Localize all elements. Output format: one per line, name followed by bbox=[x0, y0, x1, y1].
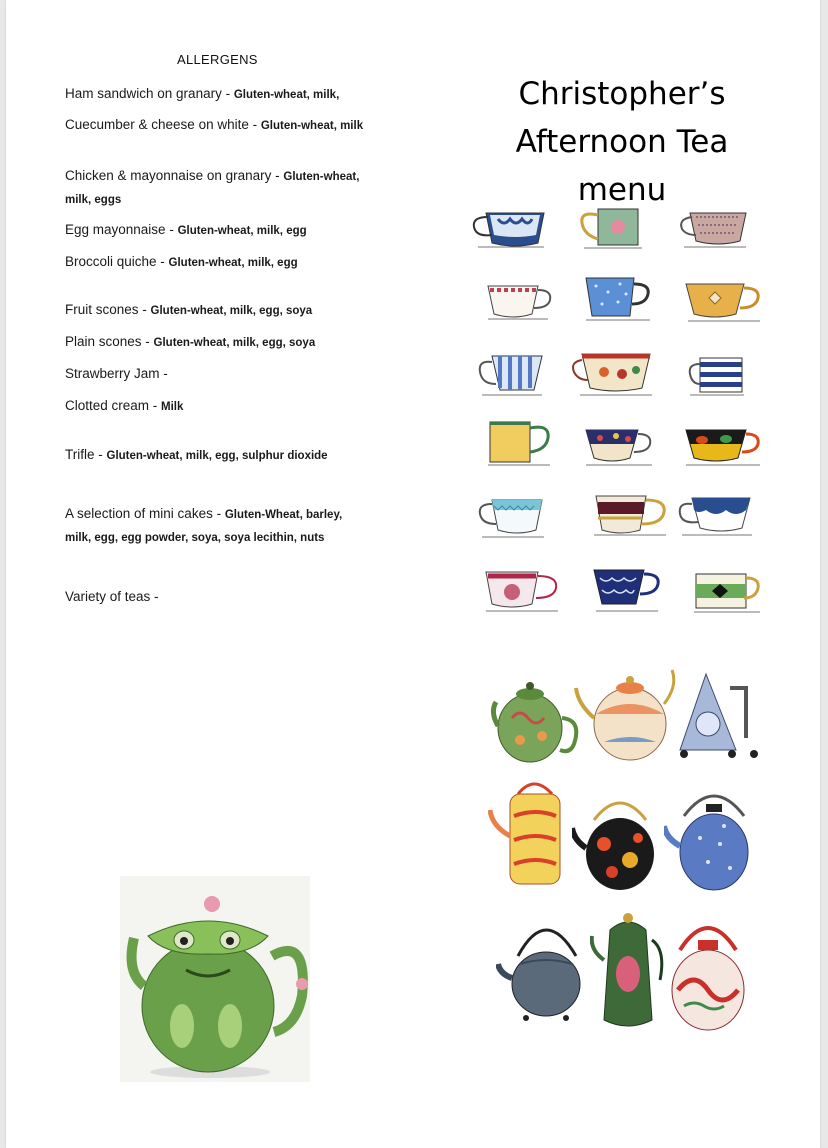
menu-item-cucumber-cheese bbox=[65, 114, 370, 137]
teapot-icon bbox=[664, 782, 754, 894]
teacup-icon bbox=[682, 278, 762, 324]
teacup-icon bbox=[682, 424, 762, 468]
frog-teapot-photo bbox=[120, 876, 310, 1082]
teacup-icon bbox=[482, 276, 554, 322]
teapot-icon bbox=[496, 914, 590, 1026]
item-allergens: Gluten-wheat, milk, egg, sulphur dioxide bbox=[106, 450, 328, 462]
teapot-icon bbox=[574, 658, 678, 766]
item-name: Clotted cream - bbox=[65, 398, 162, 413]
teacup-icon bbox=[676, 492, 754, 538]
teacup-icon bbox=[570, 350, 654, 398]
teacup-icon bbox=[476, 352, 548, 398]
item-allergens: Milk bbox=[161, 401, 184, 413]
menu-item-chicken-mayonnaise bbox=[65, 165, 370, 211]
item-allergens: Gluten-wheat, milk, eggs bbox=[65, 171, 360, 206]
teacup-icon bbox=[476, 494, 546, 540]
teapot-icon bbox=[590, 910, 666, 1034]
menu-title-line2: Afternoon Tea menu bbox=[515, 124, 729, 208]
menu-item-ham-sandwich bbox=[65, 83, 370, 106]
item-name: Fruit scones - bbox=[65, 302, 151, 317]
item-allergens: Gluten-wheat, milk, egg, soya bbox=[150, 305, 313, 317]
teacup-icon bbox=[484, 418, 554, 468]
item-name: Ham sandwich on granary - bbox=[65, 86, 234, 101]
item-allergens: Gluten-wheat, milk, egg bbox=[177, 225, 307, 237]
menu-item-broccoli-quiche bbox=[65, 251, 370, 274]
item-name: Strawberry Jam - bbox=[65, 366, 168, 381]
item-allergens: Gluten-wheat, milk, egg bbox=[168, 257, 298, 269]
menu-item-trifle bbox=[65, 444, 370, 467]
teapot-icon bbox=[670, 668, 760, 764]
item-name: Plain scones - bbox=[65, 334, 154, 349]
teacup-icon bbox=[686, 354, 746, 398]
item-name: Chicken & mayonnaise on granary - bbox=[65, 168, 284, 183]
teapot-icon bbox=[572, 790, 662, 894]
teacup-icon bbox=[692, 570, 762, 614]
teapot-icon bbox=[664, 910, 752, 1034]
item-allergens: Gluten-wheat, milk bbox=[260, 120, 364, 132]
frog-teapot-icon bbox=[120, 876, 310, 1082]
teacup-icon bbox=[590, 566, 662, 614]
teacup-icon bbox=[468, 205, 546, 251]
allergens-heading: ALLERGENS bbox=[177, 52, 258, 67]
teacup-icon bbox=[582, 424, 654, 468]
item-name: Trifle - bbox=[65, 447, 107, 462]
teacup-icon bbox=[676, 205, 748, 251]
menu-item-plain-scones bbox=[65, 331, 370, 354]
item-name: Broccoli quiche - bbox=[65, 254, 169, 269]
menu-item-variety-of-teas bbox=[65, 586, 370, 609]
item-name: Variety of teas - bbox=[65, 589, 159, 604]
item-name: A selection of mini cakes - bbox=[65, 506, 225, 521]
menu-item-clotted-cream bbox=[65, 395, 370, 418]
teacup-icon bbox=[590, 492, 670, 538]
item-allergens: Gluten-Wheat, barley, milk, egg, egg powder, soya, soya lecithin, nuts bbox=[65, 509, 343, 544]
teacup-icon bbox=[582, 274, 654, 322]
teapot-icon bbox=[488, 776, 572, 892]
menu-item-fruit-scones bbox=[65, 299, 370, 322]
menu-page bbox=[6, 0, 820, 1148]
teacup-icon bbox=[482, 568, 560, 614]
item-name: Egg mayonnaise - bbox=[65, 222, 178, 237]
menu-title-line1: Christopher’s bbox=[518, 76, 726, 112]
item-allergens: Gluten-wheat, milk, bbox=[233, 89, 340, 101]
menu-item-mini-cakes bbox=[65, 503, 370, 549]
teacup-icon bbox=[574, 205, 644, 251]
item-allergens: Gluten-wheat, milk, egg, soya bbox=[153, 337, 316, 349]
menu-item-strawberry-jam bbox=[65, 363, 370, 386]
teapot-icon bbox=[490, 668, 580, 768]
menu-item-egg-mayonnaise bbox=[65, 219, 370, 242]
item-name: Cuecumber & cheese on white - bbox=[65, 117, 261, 132]
